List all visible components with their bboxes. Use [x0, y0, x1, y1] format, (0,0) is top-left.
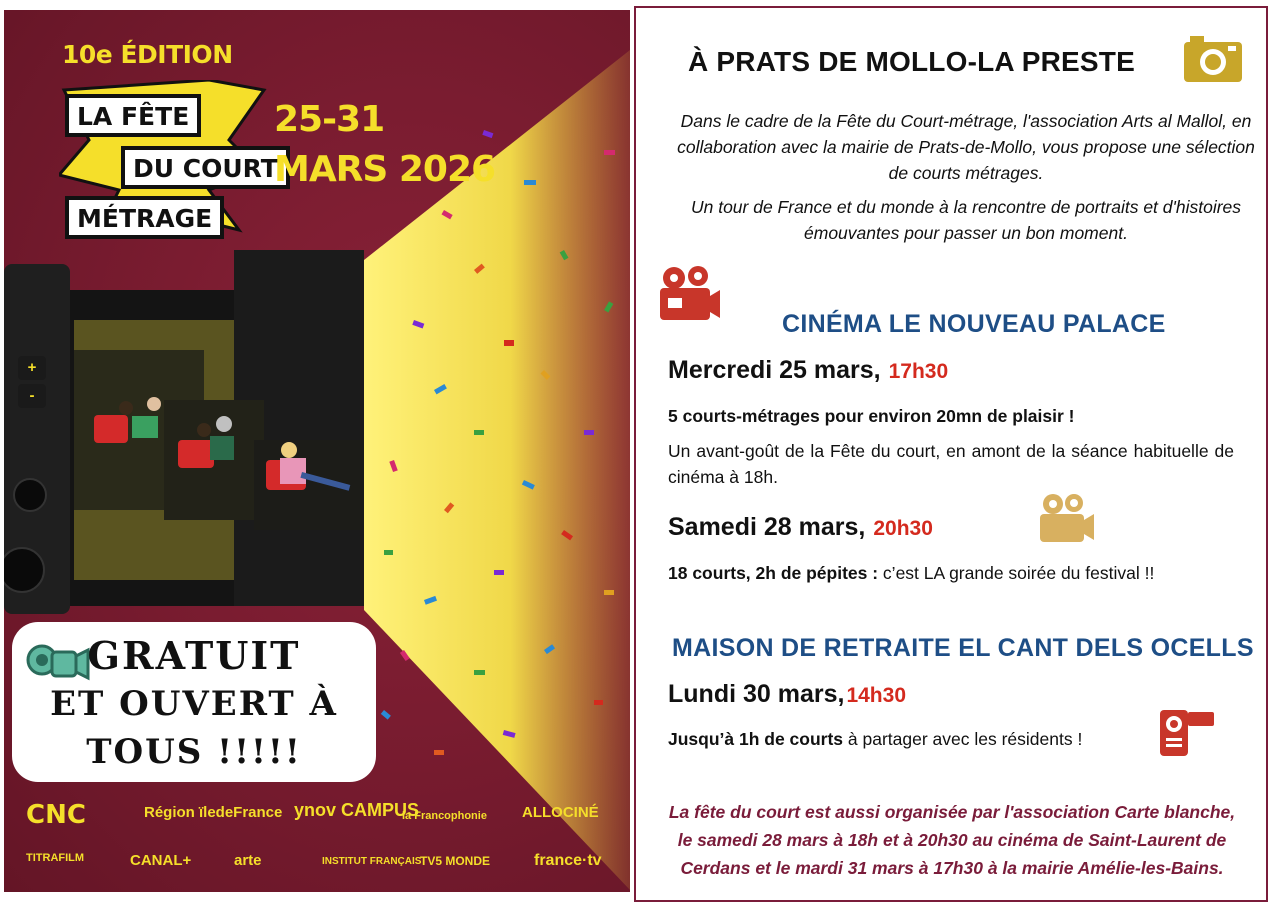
sponsor-logos: [22, 790, 622, 890]
session-time: 20h30: [873, 517, 933, 540]
venue-heading: MAISON DE RETRAITE EL CANT DELS OCELLS: [672, 634, 1254, 662]
photo-camera-icon: [1182, 32, 1244, 84]
sponsor-logo: CANAL+: [130, 852, 192, 869]
festival-dates: [274, 95, 495, 195]
dates-line-1: 25-31: [274, 99, 385, 140]
closing-line: La fête du court est aussi organisée par l'association Carte blanche,: [668, 802, 1236, 822]
festival-poster: [4, 10, 630, 892]
page-title: À PRATS DE MOLLO-LA PRESTE: [688, 46, 1135, 77]
sponsor-logo: CNC: [26, 800, 86, 830]
closing-line: le samedi 28 mars à 18h et à 20h30 au cinéma de Saint-Laurent de: [677, 830, 1227, 850]
video-camera-icon: [1158, 706, 1218, 758]
sponsor-logo: INSTITUT FRANÇAIS: [322, 856, 422, 867]
venue-heading: CINÉMA LE NOUVEAU PALACE: [782, 310, 1166, 338]
film-camera-icon: [1038, 492, 1096, 544]
session-day: Lundi 30 mars,: [668, 680, 845, 708]
session-text: à partager avec les résidents !: [843, 729, 1083, 749]
projector-plus-button-icon: +: [18, 356, 46, 380]
sponsor-logo: Région ïledeFrance: [144, 804, 283, 821]
edition-label: 10e ÉDITION: [62, 40, 233, 69]
sponsor-logo: arte: [234, 852, 262, 869]
session-description: [668, 560, 1234, 586]
intro-paragraph: Dans le cadre de la Fête du Court-métrage, l'association Arts al Mallol, en collaboration avec la mairie de Prats-de-Mollo, vous propose une sélection de courts métrages.: [677, 111, 1255, 183]
audience-scene-illustration: [74, 290, 364, 530]
free-banner-line-3: TOUS !!!!!: [86, 732, 302, 772]
sponsor-logo: la Francophonie: [402, 810, 487, 822]
session-day: Samedi 28 mars,: [668, 513, 866, 541]
session-description: Un avant-goût de la Fête du court, en amont de la séance habituelle de cinéma à 18h.: [668, 441, 1234, 487]
logo-line-2: DU COURT: [121, 146, 290, 189]
projector-minus-button-icon: -: [18, 384, 46, 408]
session-date: [668, 513, 933, 542]
session-time: 17h30: [888, 360, 949, 383]
sponsor-logo: france·tv: [534, 852, 602, 869]
sponsor-logo: ynov CAMPUS: [294, 800, 420, 820]
session-description: [668, 726, 1234, 752]
logo-line-1: LA FÊTE: [65, 94, 201, 137]
festival-logo: [59, 80, 278, 238]
sponsor-logo: TV5 MONDE: [420, 854, 491, 868]
session-day: Mercredi 25 mars,: [668, 356, 881, 384]
session-date: [668, 680, 906, 709]
closing-note: [652, 798, 1252, 882]
session-highlight: Jusqu’à 1h de courts: [668, 729, 844, 749]
session-time: 14h30: [846, 684, 906, 707]
session-date: [668, 356, 948, 385]
logo-line-3: MÉTRAGE: [65, 196, 224, 239]
closing-line: Cerdans et le mardi 31 mars à 17h30 à la mairie Amélie-les-Bains.: [680, 858, 1224, 878]
intro-text: [676, 108, 1256, 254]
sponsor-logo: ALLOCINÉ: [522, 804, 599, 821]
event-info-panel: [634, 6, 1268, 902]
intro-paragraph: Un tour de France et du monde à la rencontre de portraits et d'histoires émouvantes pour passer un bon moment.: [690, 197, 1242, 243]
session-text: c’est LA grande soirée du festival !!: [878, 563, 1155, 583]
dates-line-2: MARS 2026: [274, 149, 496, 190]
session-highlight: 18 courts, 2h de pépites :: [668, 563, 879, 583]
free-banner-line-2: ET OUVERT À: [50, 684, 338, 724]
film-camera-icon: [658, 264, 722, 324]
free-admission-banner: [12, 622, 376, 782]
sponsor-logo: TITRAFILM: [26, 852, 85, 864]
session-headline: 5 courts-métrages pour environ 20mn de plaisir !: [668, 406, 1075, 426]
free-banner-line-1: GRATUIT: [87, 633, 301, 678]
